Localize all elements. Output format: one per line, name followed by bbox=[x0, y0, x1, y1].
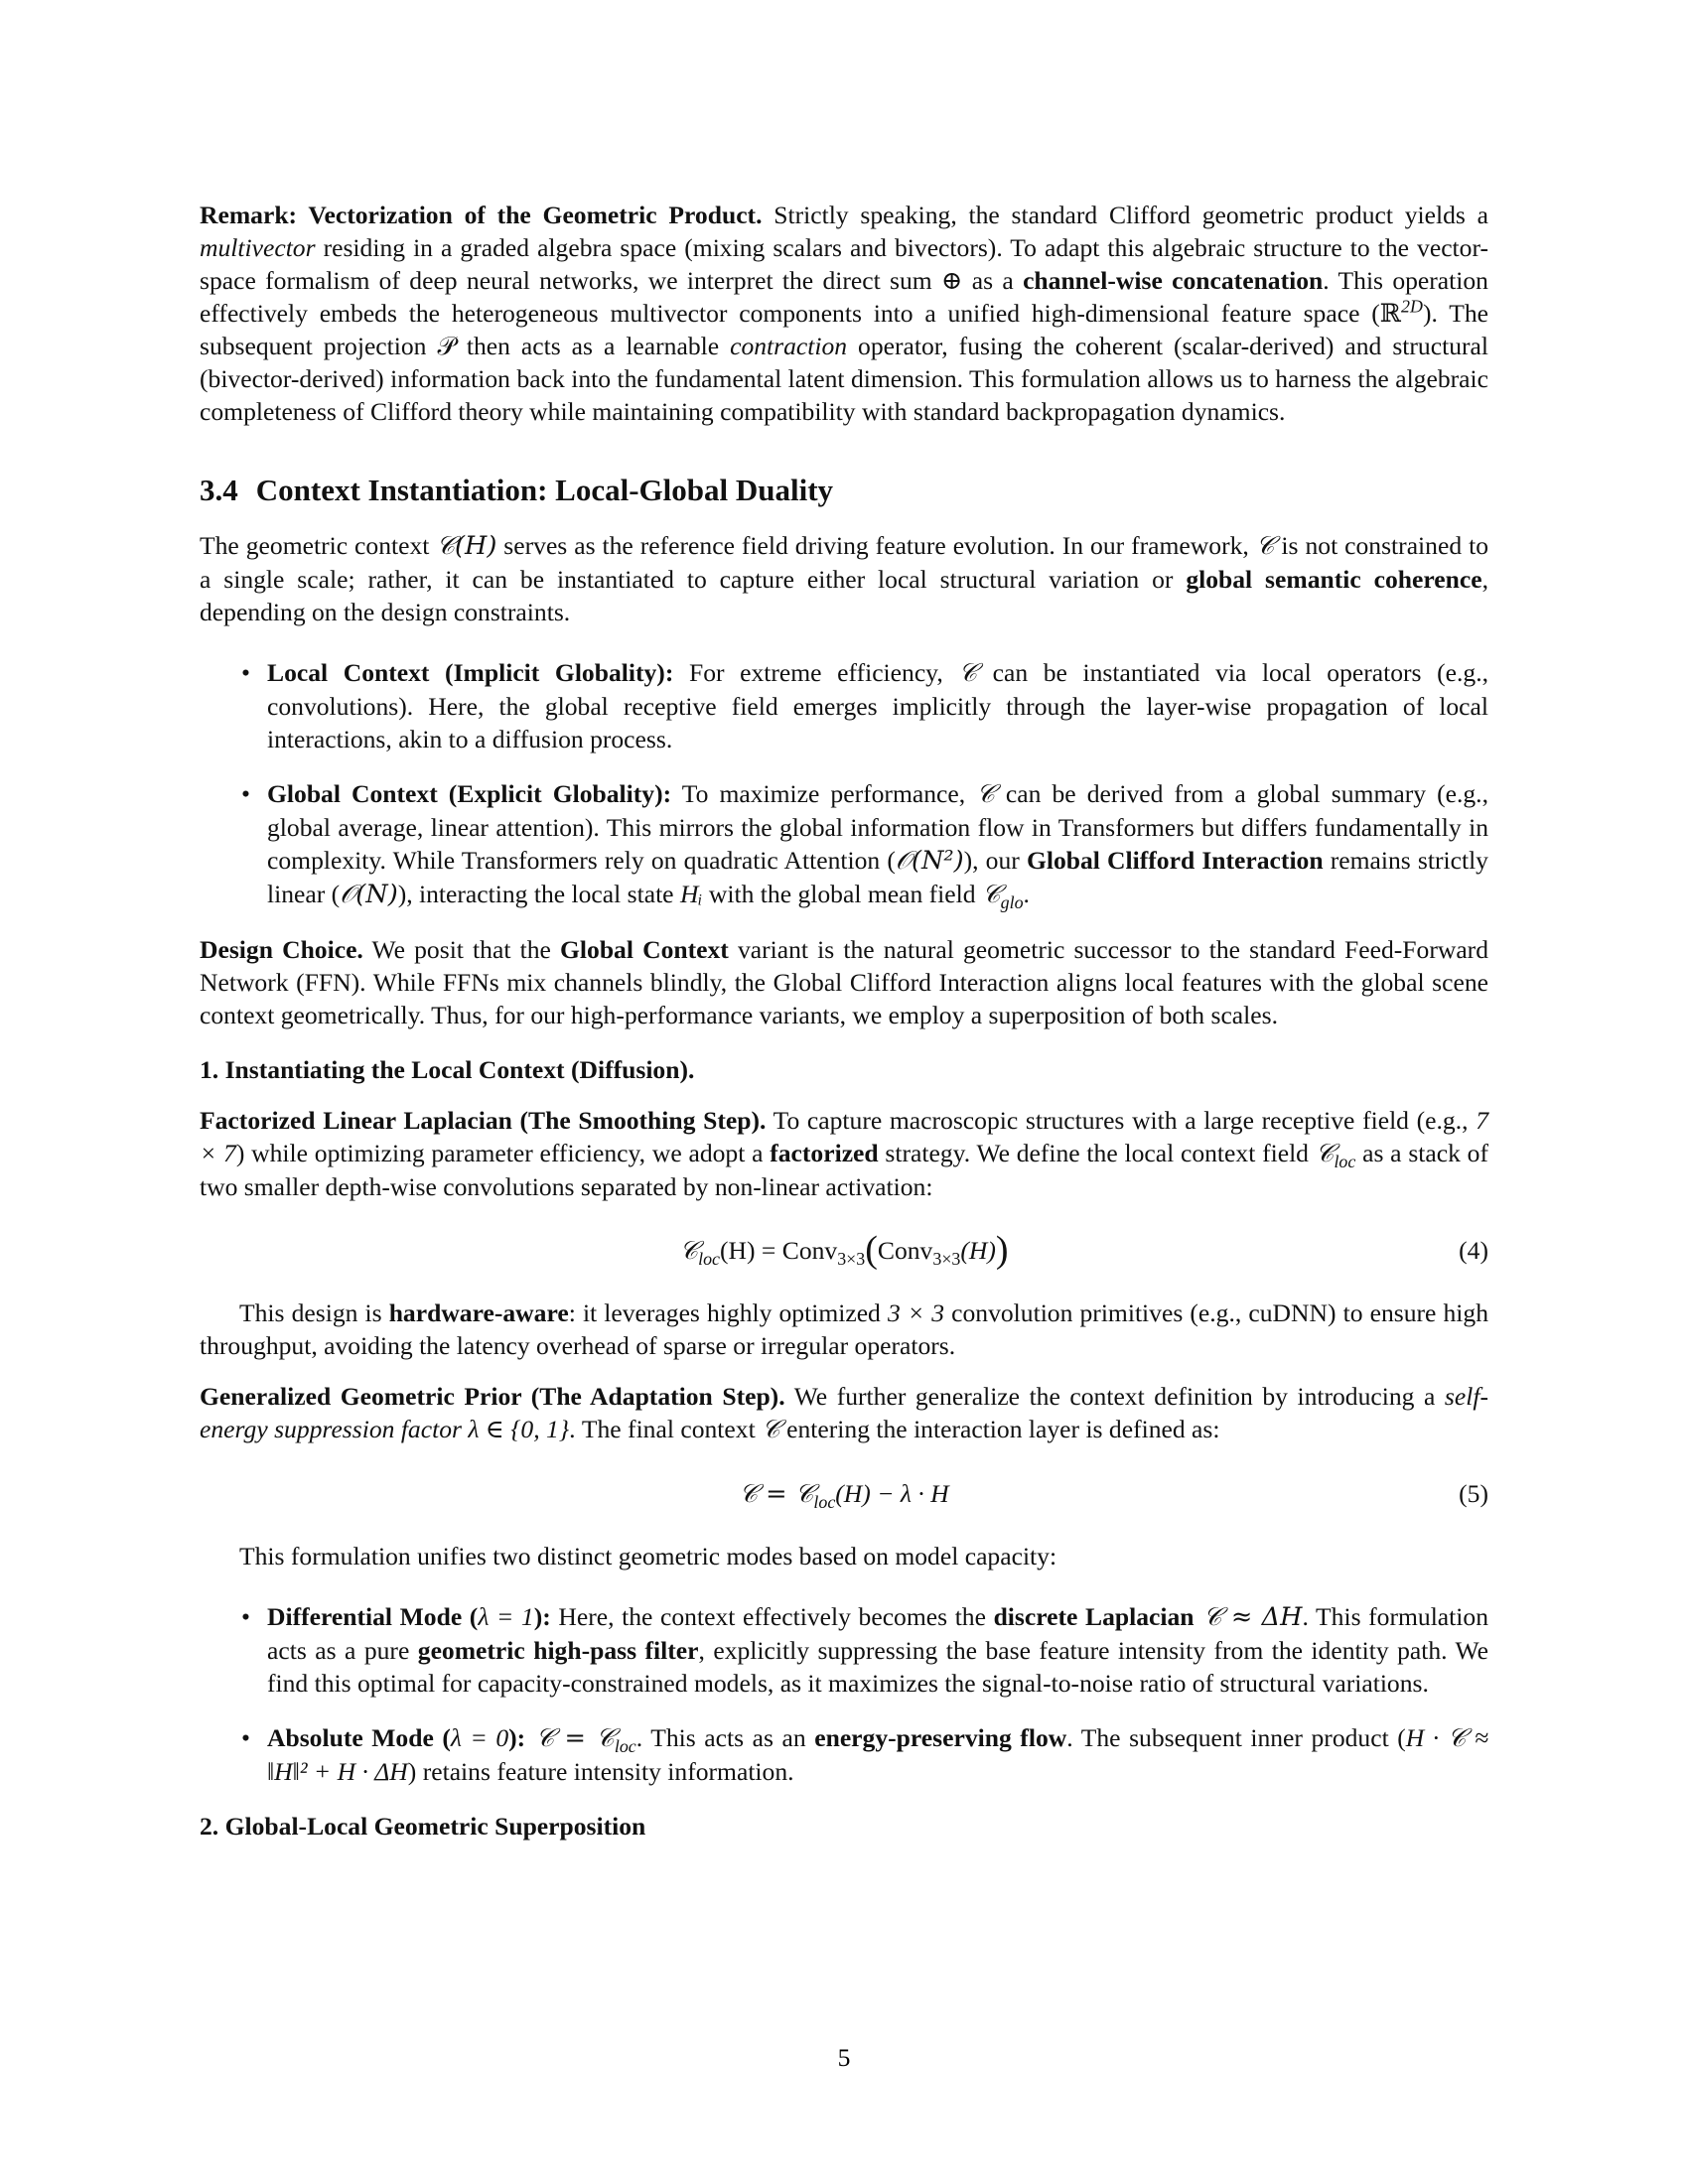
section-title: Context Instantiation: Local-Global Duality bbox=[255, 473, 834, 507]
factorized-paragraph: Factorized Linear Laplacian (The Smoothing Step). To capture macroscopic structures with a large receptive field (e.g., 7 × 7) while optimizing parameter efficiency, we adopt a factorized strategy. We define the local context field 𝒞$_{loc}$ as a stack of two smaller depth-wise convolutions separated by non-linear activation: bbox=[200, 1106, 1488, 1201]
subheading-local-context: 1. Instantiating the Local Context (Diffusion). bbox=[200, 1055, 695, 1084]
section-heading bbox=[200, 472, 1488, 509]
remark-lead: Remark: Vectorization of the Geometric Product. bbox=[200, 201, 763, 229]
section-number: 3.4 bbox=[200, 473, 238, 507]
modes-intro-paragraph: This formulation unifies two distinct geometric modes based on model capacity: bbox=[239, 1542, 1057, 1570]
equation-5-number: (5) bbox=[1459, 1479, 1488, 1508]
bullet-local-context: • Local Context (Implicit Globality): For extreme efficiency, 𝒞 can be instantiated via local operators (e.g., convolutions). Here, the global receptive field emerges implicitly through the layer-wise propagation of local interactions, akin to a diffusion process. bbox=[241, 658, 1488, 753]
context-bullet-list bbox=[200, 656, 1488, 911]
equation-4-number: (4) bbox=[1459, 1236, 1488, 1265]
generalized-paragraph: Generalized Geometric Prior (The Adaptation Step). We further generalize the context definition by introducing a self-energy suppression factor λ ∈ {0, 1}. The final context 𝒞 entering the interaction layer is defined as: bbox=[200, 1382, 1488, 1444]
subheading-superposition: 2. Global-Local Geometric Superposition bbox=[200, 1812, 646, 1841]
bullet-absolute-mode: • Absolute Mode (λ = 0): 𝒞 = 𝒞$_{loc}$. This acts as an energy-preserving flow. The subsequent inner product (H · 𝒞 ≈ ‖H‖² + H · ΔH) retains feature intensity information. bbox=[241, 1723, 1489, 1786]
hardware-paragraph: This design is hardware-aware: it leverages highly optimized 3 × 3 convolution primitives (e.g., cuDNN) to ensure high throughput, avoiding the latency overhead of sparse or irregular operators. bbox=[200, 1298, 1488, 1360]
equation-5: 𝒞 = 𝒞$_{loc}$(H) − λ · H (5) bbox=[200, 1474, 1488, 1514]
bullet-differential-mode: • Differential Mode (λ = 1): Here, the context effectively becomes the discrete Laplacian 𝒞 ≈ ΔH. This formulation acts as a pure geometric high-pass filter, explicitly suppressing the base feature intensity from the identity path. We find this optimal for capacity-constrained models, as it maximizes the signal-to-noise ratio of structural variations. bbox=[241, 1602, 1488, 1698]
intro-paragraph: The geometric context 𝒞(H) serves as the reference field driving feature evolution. In our framework, 𝒞 is not constrained to a single scale; rather, it can be instantiated to capture either local structural variation or global semantic coherence, depending on the design constraints. bbox=[200, 531, 1489, 626]
bullet-global-context: • Global Context (Explicit Globality): To maximize performance, 𝒞 can be derived from a global summary (e.g., global average, linear attention). This mirrors the global information flow in Transformers but differs fundamentally in complexity. While Transformers rely on quadratic Attention (𝒪(N²)), our Global Clifford Interaction remains strictly linear (𝒪(N)), interacting the local state Hᵢ with the global mean field 𝒞$_{glo}$. bbox=[241, 779, 1488, 913]
paper-page bbox=[200, 199, 1488, 1843]
page-number: 5 bbox=[837, 2043, 851, 2072]
modes-bullet-list bbox=[200, 1600, 1488, 1788]
equation-4: 𝒞$_{loc}$(H) = Conv$_{3\times 3}$(Conv$_{3\times 3}$(H)) (4) bbox=[679, 1229, 1488, 1271]
design-choice-paragraph: Design Choice. We posit that the Global Context variant is the natural geometric successor to the standard Feed-Forward Network (FFN). While FFNs mix channels blindly, the Global Clifford Interaction aligns local features with the global scene context geometrically. Thus, for our high-performance variants, we employ a superposition of both scales. bbox=[200, 935, 1488, 1029]
remark-paragraph: Remark: Vectorization of the Geometric Product. Strictly speaking, the standard Clifford geometric product yields a multivector residing in a graded algebra space (mixing scalars and bivectors). To adapt this algebraic structure to the vector-space formalism of deep neural networks, we interpret the direct sum ⊕ as a channel-wise concatenation. This operation effectively embeds the heterogeneous multivector components into a unified high-dimensional feature space (ℝ$^{2D}$). The subsequent projection 𝒫 then acts as a learnable contraction operator, fusing the coherent (scalar-derived) and structural (bivector-derived) information back into the fundamental latent dimension. This formulation allows us to harness the algebraic completeness of Clifford theory while maintaining compatibility with standard backpropagation dynamics. bbox=[200, 201, 1488, 426]
